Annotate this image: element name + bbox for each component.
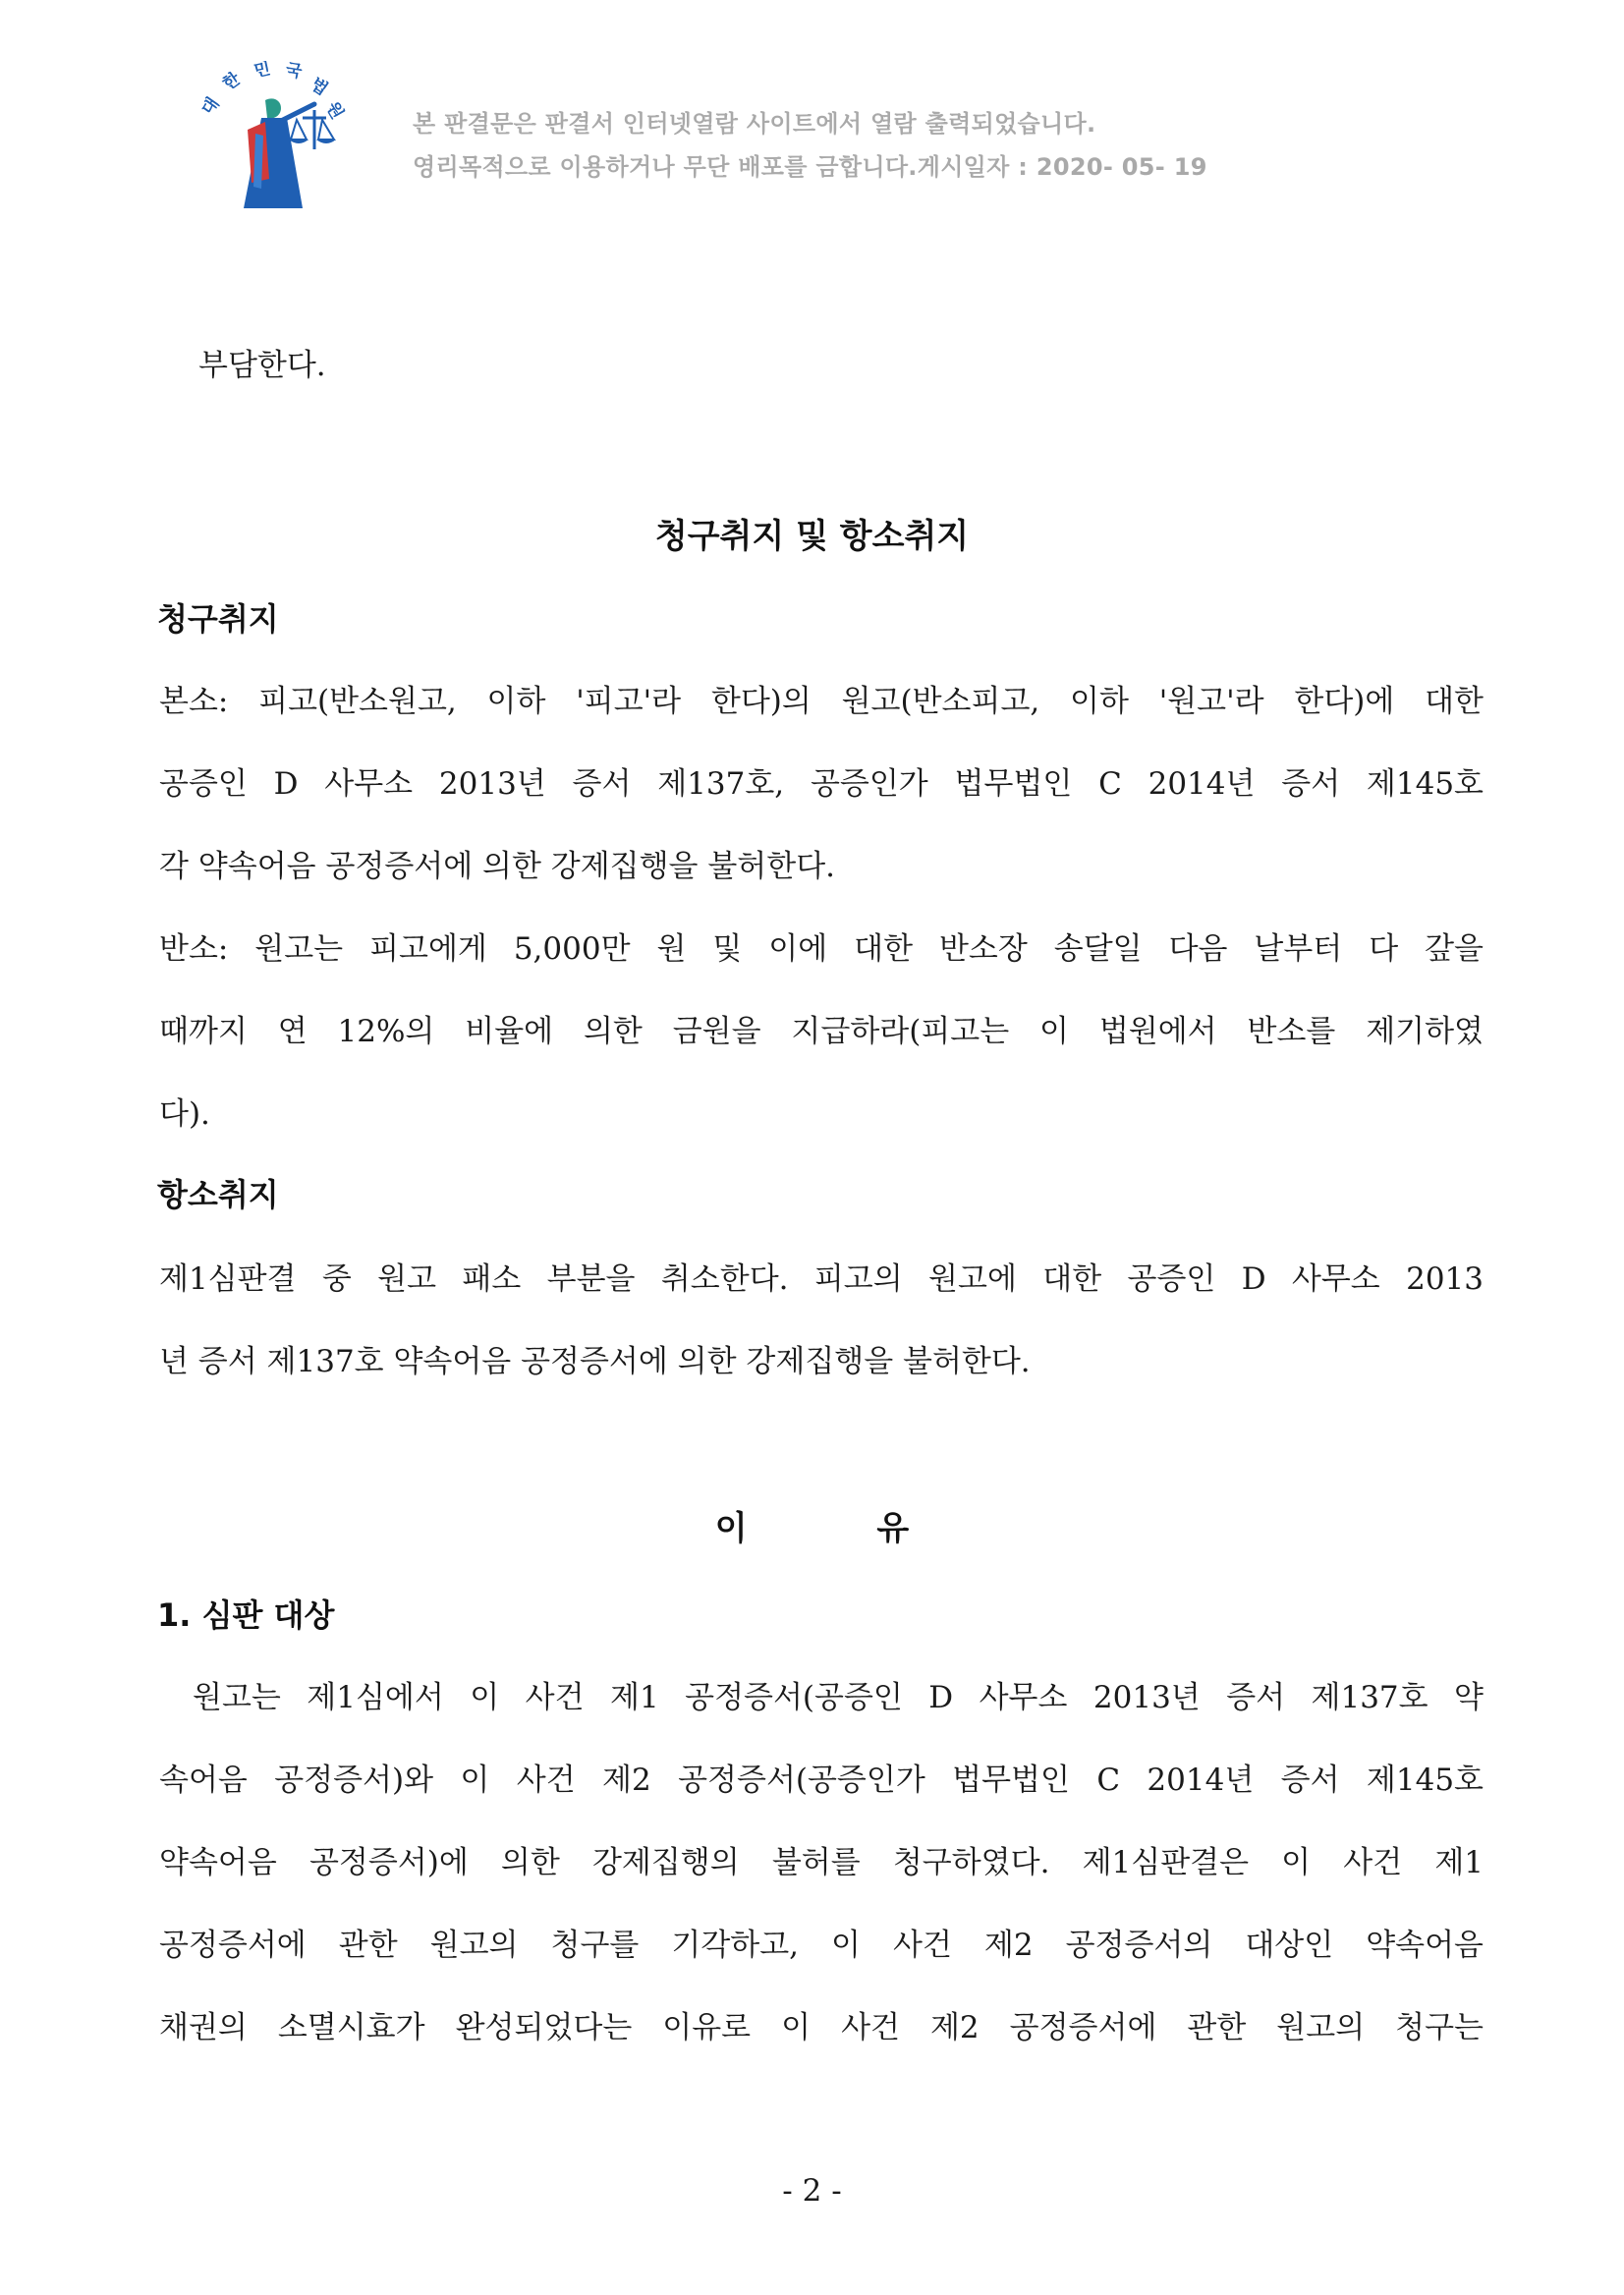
claim-heading: 청구취지 [157, 600, 279, 638]
page-number: - 2 - [782, 2173, 842, 2209]
svg-text:국: 국 [284, 61, 304, 83]
svg-text:원: 원 [321, 98, 348, 123]
section-1-line-2: 속어음 공정증서)와 이 사건 제2 공정증서(공증인가 법무법인 C 2014년 증서 제145호 [159, 1763, 1484, 1798]
court-logo [196, 61, 383, 218]
claim-line-1: 본소: 피고(반소원고, 이하 '피고'라 한다)의 원고(반소피고, 이하 '원고'라 한다)에 대한 [159, 684, 1484, 719]
section-1-line-3: 약속어음 공정증서)에 의한 강제집행의 불허를 청구하였다. 제1심판결은 이 사건 제1 [159, 1845, 1484, 1880]
notice-line-2: 영리목적으로 이용하거나 무단 배포를 금합니다.게시일자 : 2020- 05- 19 [413, 153, 1207, 181]
svg-text:법: 법 [307, 74, 332, 100]
claim-line-6: 다). [159, 1096, 210, 1132]
svg-text:민: 민 [252, 61, 273, 82]
section-1-line-4: 공정증서에 관한 원고의 청구를 기각하고, 이 사건 제2 공정증서의 대상인 약속어음 [159, 1928, 1484, 1963]
copyright-notice [413, 102, 1207, 189]
reason-title: 이 유 [714, 1509, 910, 1548]
claim-title: 청구취지 및 항소취지 [654, 517, 970, 556]
svg-text:한: 한 [219, 69, 245, 95]
notice-line-1: 본 판결문은 판결서 인터넷열람 사이트에서 열람 출력되었습니다. [413, 110, 1096, 138]
intro-line: 부담한다. [198, 348, 326, 383]
court-emblem-icon [196, 61, 383, 218]
claim-line-4: 반소: 원고는 피고에게 5,000만 원 및 이에 대한 반소장 송달일 다음 날부터 다 갚을 [159, 931, 1484, 967]
section-1-line-1: 원고는 제1심에서 이 사건 제1 공정증서(공증인 D 사무소 2013년 증서 제137호 약 [193, 1680, 1484, 1715]
section-1-heading: 1. 심판 대상 [157, 1596, 335, 1634]
claim-line-5: 때까지 연 12%의 비율에 의한 금원을 지급하라(피고는 이 법원에서 반소를 제기하였 [159, 1014, 1484, 1049]
svg-text:대: 대 [197, 93, 224, 119]
appeal-heading: 항소취지 [157, 1176, 279, 1213]
section-1-line-5: 채권의 소멸시효가 완성되었다는 이유로 이 사건 제2 공정증서에 관한 원고의 청구는 [159, 2010, 1484, 2045]
claim-line-2: 공증인 D 사무소 2013년 증서 제137호, 공증인가 법무법인 C 2014년 증서 제145호 [159, 766, 1484, 802]
appeal-line-2: 년 증서 제137호 약속어음 공정증서에 의한 강제집행을 불허한다. [159, 1344, 1031, 1379]
claim-line-3: 각 약속어음 공정증서에 의한 강제집행을 불허한다. [159, 849, 835, 884]
appeal-line-1: 제1심판결 중 원고 패소 부분을 취소한다. 피고의 원고에 대한 공증인 D 사무소 2013 [159, 1261, 1484, 1297]
